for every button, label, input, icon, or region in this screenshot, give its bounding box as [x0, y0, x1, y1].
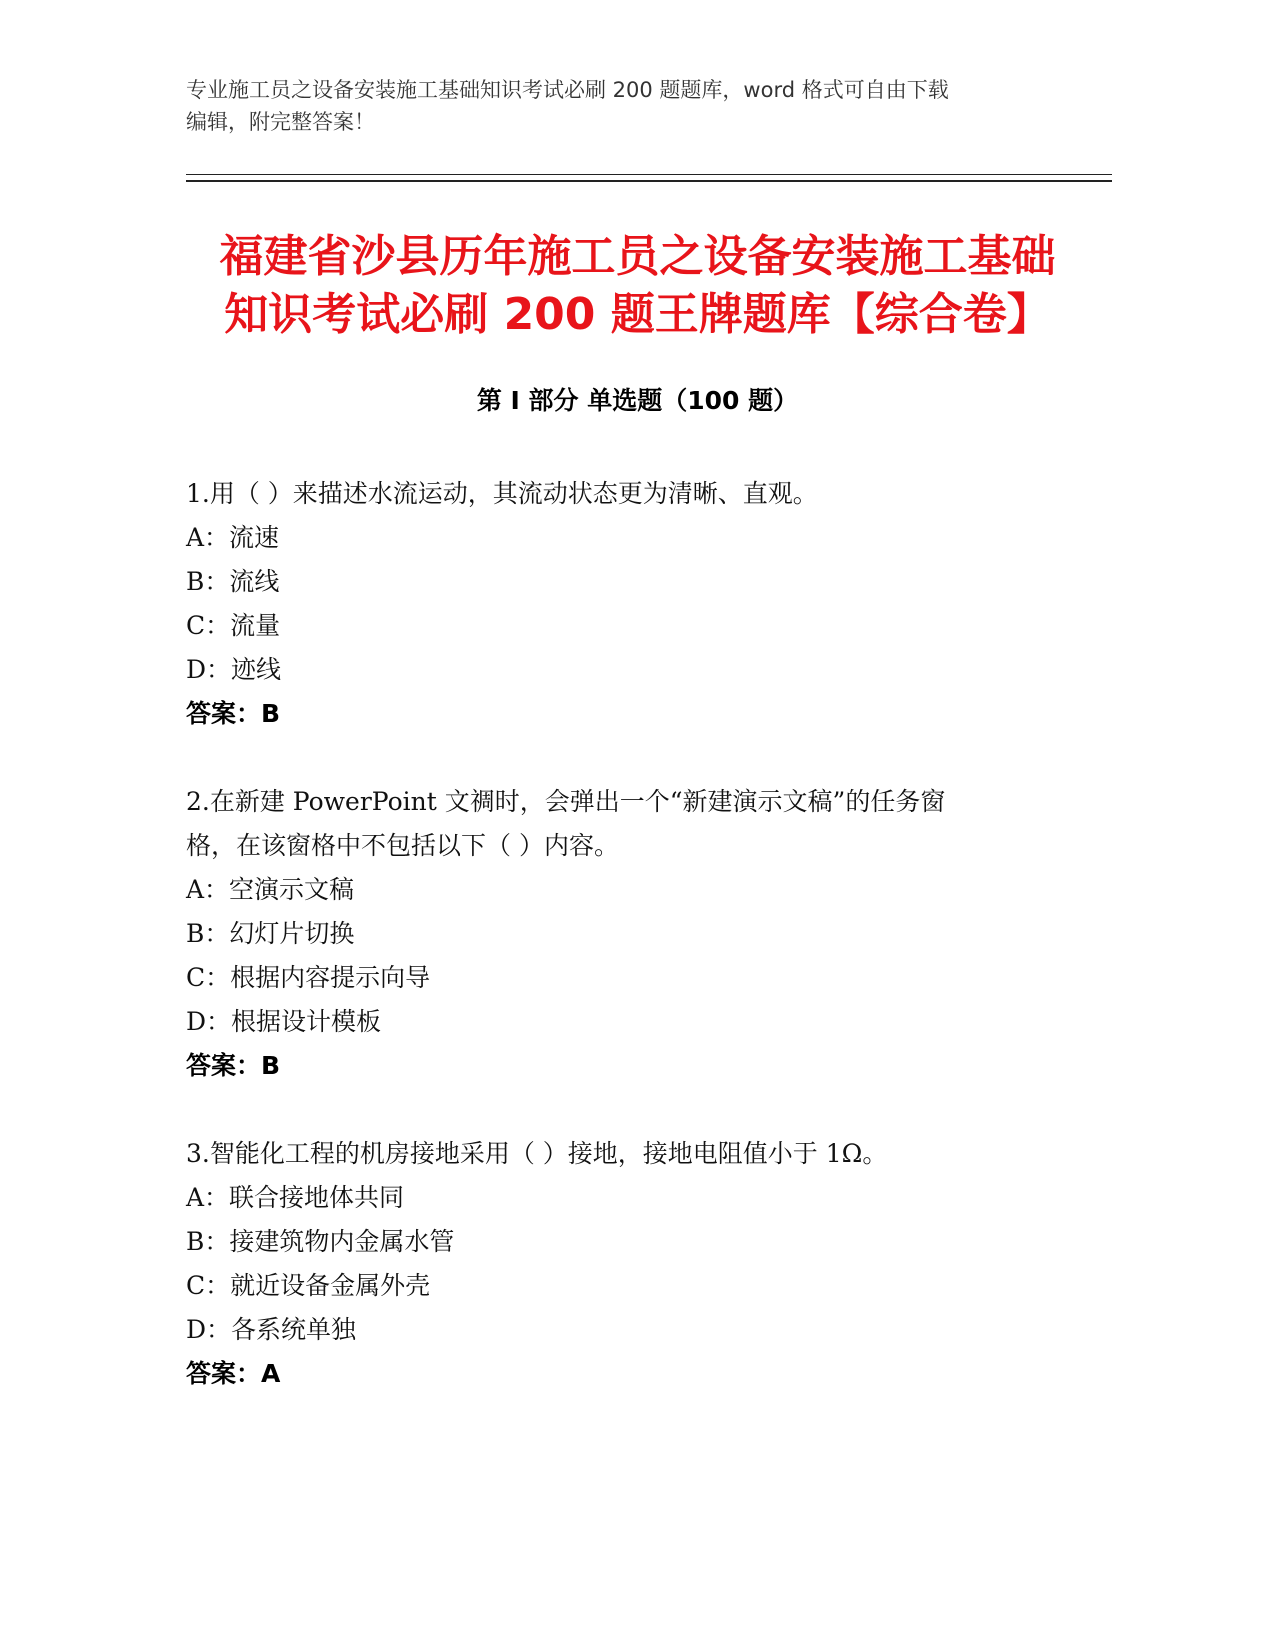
document-header [186, 74, 1086, 138]
answer-label: 答案：B [186, 1051, 281, 1080]
question-3 [186, 1132, 1086, 1396]
title-line-2: 知识考试必刷 200 题王牌题库【综合卷】 [224, 289, 1051, 340]
option-d: D：迹线 [186, 655, 282, 684]
question-stem-line-1: 2.在新建 PowerPoint 文禂时，会弹出一个“新建演示文稿”的任务窗 [186, 787, 946, 816]
question-stem-line-2: 格，在该窗格中不包括以下（ ）内容。 [186, 831, 619, 860]
header-divider-thin [186, 174, 1112, 175]
question-stem: 3.智能化工程的机房接地采用（ ）接地，接地电阻值小于 1Ω。 [186, 1139, 888, 1168]
option-a: A：空演示文稿 [186, 875, 355, 904]
header-line-1: 专业施工员之设备安装施工基础知识考试必刷 200 题题库，word 格式可自由下载 [186, 78, 949, 102]
option-a: A：流速 [186, 523, 280, 552]
option-d: D：各系统单独 [186, 1315, 357, 1344]
section-heading: 第 I 部分 单选题（100 题） [476, 386, 799, 415]
option-b: B：幻灯片切换 [186, 919, 355, 948]
answer-label: 答案：B [186, 699, 281, 728]
option-c: C：根据内容提示向导 [186, 963, 431, 992]
question-list [186, 472, 1086, 1440]
option-b: B：接建筑物内金属水管 [186, 1227, 455, 1256]
document-title [150, 228, 1125, 344]
option-a: A：联合接地体共同 [186, 1183, 405, 1212]
question-1 [186, 472, 1086, 736]
option-d: D：根据设计模板 [186, 1007, 382, 1036]
question-2 [186, 780, 1086, 1088]
option-c: C：就近设备金属外壳 [186, 1271, 431, 1300]
answer-label: 答案：A [186, 1359, 281, 1388]
title-line-1: 福建省沙县历年施工员之设备安装施工基础 [219, 231, 1056, 282]
header-divider-thick [186, 180, 1112, 182]
header-line-2: 编辑，附完整答案！ [186, 110, 375, 134]
option-c: C：流量 [186, 611, 281, 640]
option-b: B：流线 [186, 567, 280, 596]
question-stem: 1.用（ ）来描述水流运动，其流动状态更为清晰、直观。 [186, 479, 818, 508]
